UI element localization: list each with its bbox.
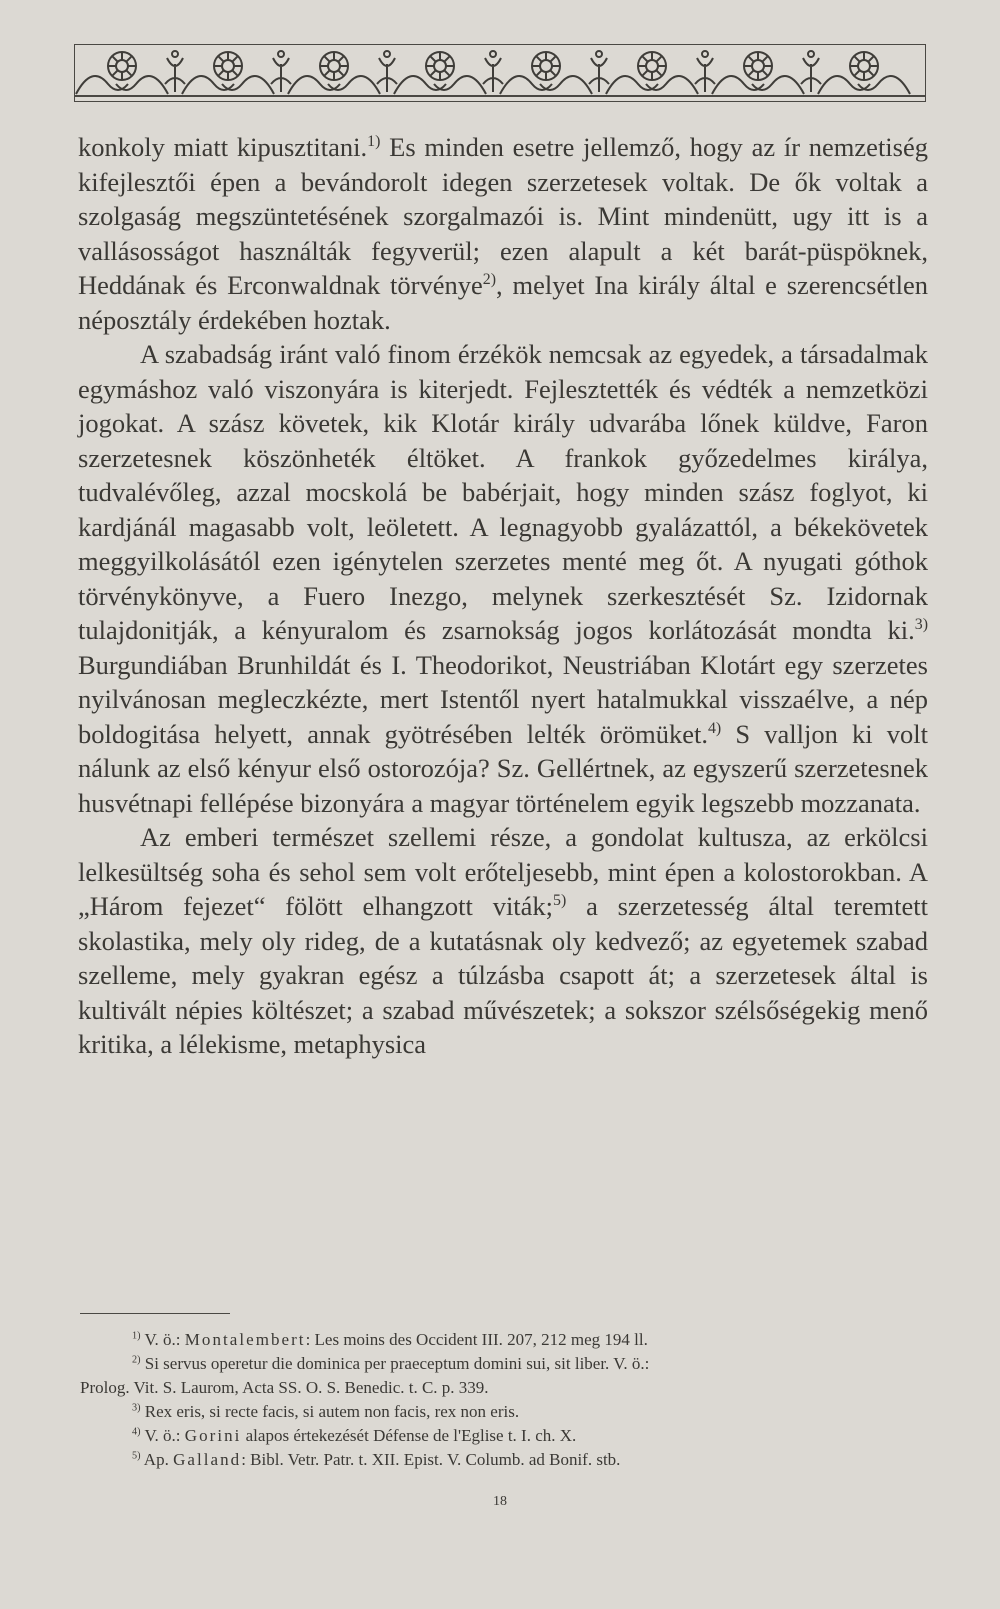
footnote-text: Si servus operetur die dominica per praeceptum domini sui, sit liber. V. ö.: [140, 1354, 650, 1373]
footnote-author: Montalembert [184, 1330, 306, 1349]
footnote-author: Galland [173, 1450, 242, 1469]
footnote-2-continued [80, 1376, 880, 1400]
text-segment: Az emberi természet szellemi része, a gondolat kultusza, az erkölcsi lelkesültség soha és sehol sem volt erőteljesebb, mint épen a kolostorokban. A „Három fejezet“ fölött elhangzott viták; [78, 822, 928, 921]
footnote-text: Ap. [140, 1450, 174, 1469]
text-segment: S valljon ki volt nálunk az első kényur első ostorozója? Sz. Gellértnek, az egyszerű szerzetesnek husvétnapi fellépése bizonyára a magyar történelem egyik legszebb mozzanata. [78, 718, 928, 818]
main-text [78, 130, 928, 1062]
text-segment: a szerzetesség által teremtett skolastika, mely oly rideg, de a kutatásnak oly kedvező; az egyetemek szabad szelleme, mely gyakran egész a túlzásba csapott át; a szerzetesek által is kultivált népies költészet; a szabad művészetek; a sokszor szélsőségekig menő kritika, a lélekisme, metaphysica [78, 891, 928, 1059]
footnotes [80, 1328, 880, 1472]
floral-ornament-header [74, 44, 926, 102]
page-number: 18 [493, 1494, 507, 1509]
footnote-mark: 1) [132, 1330, 141, 1342]
paragraph-2 [78, 337, 928, 820]
footnote-3 [80, 1400, 880, 1424]
footnote-ref-4: 4) [707, 719, 722, 737]
paragraph-3 [78, 820, 928, 1062]
footnote-divider [80, 1313, 230, 1314]
footnote-5 [80, 1448, 880, 1472]
footnote-ref-3: 3) [914, 616, 928, 634]
footnote-4 [80, 1424, 880, 1448]
footnote-text: : Bibl. Vetr. Patr. t. XII. Epist. V. Columb. ad Bonif. stb. [241, 1450, 621, 1469]
text-segment: A szabadság iránt való finom érzékök nemcsak az egyedek, a társadalmak egymáshoz való viszonyára is kiterjedt. Fejlesztették és védték a nemzetközi jogokat. A szász követek, kik Klotár király udvarába lőnek küldve, Faron szerzetesnek köszönheték éltöket. A frankok győzedelmes királya, tudvalévőleg, azzal mocskolá be babérjait, hogy minden szász foglyot, ki kardjánál magasabb volt, leöletett. A legnagyobb gyalázattól, a békekövetek meggyilkolásától ezen igénytelen szerzetes menté meg őt. A nyugati góthok törvénykönyve, a Fuero Inezgo, melynek szerkesztését Sz. Izidornak tulajdonitják, a kényuralom és zsarnokság jogos korlátozását mondta ki. [78, 339, 928, 645]
footnote-ref-2: 2) [482, 271, 496, 289]
footnote-ref-5: 5) [553, 892, 567, 910]
footnote-text: V. ö.: [140, 1426, 185, 1445]
paragraph-1 [78, 130, 928, 337]
footnote-text: V. ö.: [140, 1330, 185, 1349]
footnote-mark: 5) [132, 1450, 141, 1462]
footnote-text: Rex eris, si recte facis, si autem non facis, rex non eris. [140, 1402, 520, 1421]
footnote-2 [80, 1352, 880, 1376]
footnote-ref-1: 1) [367, 133, 381, 151]
text-segment: Burgundiában Brunhildát és I. Theodorikot, Neustriában Klotárt egy szerzetes nyilvánosan megleczkézte, mert Istentől nyert hatalmukkal visszaélve, a nép boldogitása helyett, annak gyötrésében lelték örömüket. [78, 649, 928, 749]
text-segment: konkoly miatt kipusztitani. [78, 132, 368, 162]
footnote-mark: 2) [132, 1354, 141, 1366]
footnote-mark: 4) [132, 1426, 141, 1438]
footnote-text: : Les moins des Occident III. 207, 212 meg 194 ll. [305, 1330, 648, 1349]
footnote-mark: 3) [132, 1402, 141, 1414]
footnote-text: alapos értekezését Défense de l'Eglise t. I. ch. X. [241, 1426, 577, 1445]
text-segment: Es minden esetre jellemző, hogy az ír nemzetiség kifejlesztői épen a bevándorolt idegen szerzetesek voltak. De ők voltak a szolgaság megszüntetésének szorgalmazói is. Mint mindenütt, ugy itt is a vallásosságot használták fegyverül; ezen alapult a két barát-püspöknek, Heddának és Erconwaldnak törvénye [78, 132, 928, 300]
text-segment: , melyet Ina király által e szerencsétlen néposztály érdekében hoztak. [78, 270, 928, 335]
footnote-author: Gorini [184, 1426, 242, 1445]
footnote-1 [80, 1328, 880, 1352]
footnote-text: Prolog. Vit. S. Laurom, Acta SS. O. S. Benedic. t. C. p. 339. [80, 1378, 489, 1397]
